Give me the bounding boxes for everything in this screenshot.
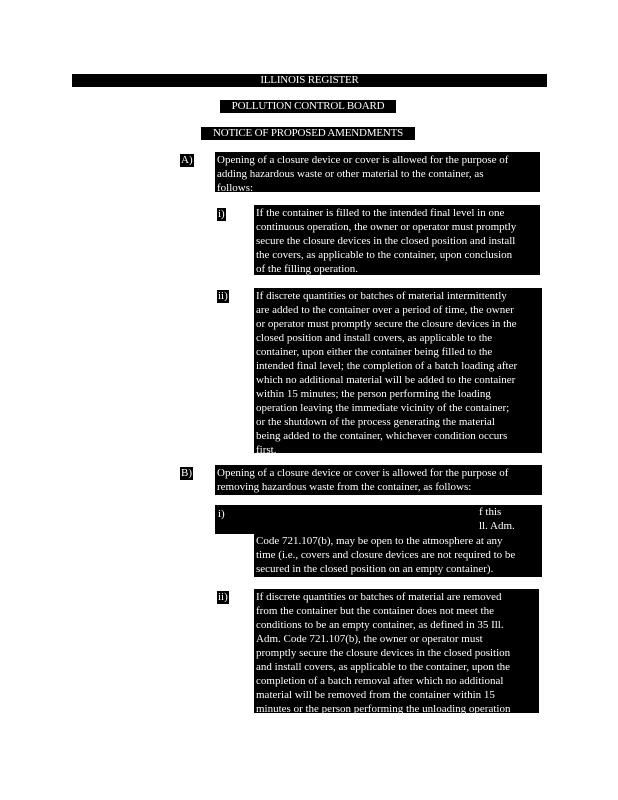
section-b-i-text <box>254 533 542 577</box>
text-line: material will be removed from the container within 15 <box>256 689 495 701</box>
section-b-label: B) <box>181 467 192 479</box>
text-line: adding hazardous waste or other material to the container, as <box>217 168 484 180</box>
text-line: are added to the container over a period of time, the owner <box>256 304 514 316</box>
text-line: of the filling operation. <box>256 263 359 275</box>
section-a-label: A) <box>181 154 193 166</box>
register-title: ILLINOIS REGISTER <box>72 74 547 87</box>
text-line: Code 721.107(b), may be open to the atmosphere at any <box>256 535 503 547</box>
section-a-text <box>215 152 540 192</box>
section-a-ii-label: ii) <box>218 290 228 302</box>
text-line: If discrete quantities or batches of material intermittently <box>256 290 507 302</box>
text-line: the covers, as applicable to the container, upon conclusion <box>256 249 513 261</box>
text-fragment: f this <box>479 506 502 518</box>
section-a-i-label: i) <box>218 208 225 220</box>
text-line: being added to the container, whichever condition occurs <box>256 430 508 442</box>
section-b-ii-text <box>254 589 539 713</box>
text-line: Opening of a closure device or cover is allowed for the purpose of <box>217 467 509 479</box>
section-a-i-text <box>254 205 540 275</box>
text-line: minutes or the person performing the unloading operation <box>256 703 511 715</box>
section-a-ii-text <box>254 288 542 456</box>
section-b-i-top <box>215 505 542 534</box>
section-b-text <box>215 465 542 495</box>
text-line: removing hazardous waste from the container, as follows: <box>217 481 472 493</box>
text-line: secured in the closed position on an empty container). <box>256 563 494 575</box>
text-line: intended final level; the completion of a batch loading after <box>256 360 518 372</box>
text-line: secure the closure devices in the closed position and install <box>256 235 516 247</box>
section-b-i-label: i) <box>218 508 225 520</box>
text-line: Adm. Code 721.107(b), the owner or operator must <box>256 633 483 645</box>
text-line: within 15 minutes; the person performing the loading <box>256 388 491 400</box>
text-line: container, upon either the container being filled to the <box>256 346 493 358</box>
text-line: conditions to be an empty container, as defined in 35 Ill. <box>256 619 504 631</box>
text-line: If the container is filled to the intended final level in one <box>256 207 505 219</box>
text-line: completion of a batch removal after which no additional <box>256 675 504 687</box>
text-line: operation leaving the immediate vicinity of the container; <box>256 402 510 414</box>
text-line: promptly secure the closure devices in the closed position <box>256 647 511 659</box>
text-line: which no additional material will be added to the container <box>256 374 516 386</box>
text-line: continuous operation, the owner or operator must promptly <box>256 221 517 233</box>
text-line: or the shutdown of the process generating the material <box>256 416 495 428</box>
text-line: If discrete quantities or batches of material are removed <box>256 591 502 603</box>
text-line: first. <box>256 444 277 456</box>
notice-title: NOTICE OF PROPOSED AMENDMENTS <box>201 127 415 140</box>
text-fragment: ll. Adm. <box>479 520 515 532</box>
text-line: closed position and install covers, as applicable to the <box>256 332 493 344</box>
text-line: follows: <box>217 182 254 194</box>
text-line: and install covers, as applicable to the container, upon the <box>256 661 511 673</box>
section-b-ii-label: ii) <box>218 591 228 603</box>
text-line: time (i.e., covers and closure devices are not required to be <box>256 549 516 561</box>
text-line: from the container but the container does not meet the <box>256 605 494 617</box>
text-line: Opening of a closure device or cover is allowed for the purpose of <box>217 154 509 166</box>
board-title: POLLUTION CONTROL BOARD <box>220 100 396 113</box>
text-line: or operator must promptly secure the closure devices in the <box>256 318 517 330</box>
